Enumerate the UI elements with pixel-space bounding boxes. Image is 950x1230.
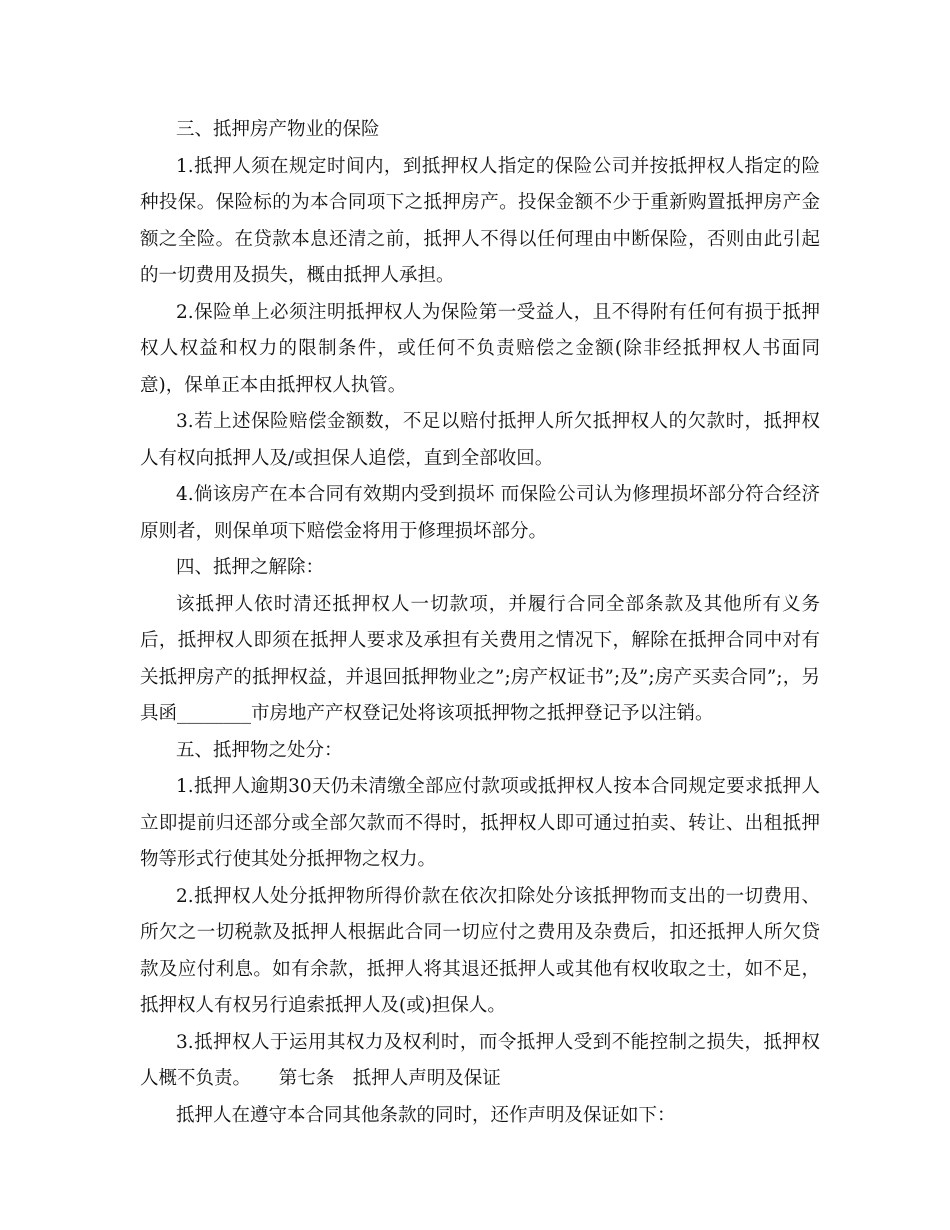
clause-insurance-3: 3.若上述保险赔偿金额数，不足以赔付抵押人所欠抵押权人的欠款时，抵押权人有权向抵押人及/或担保人追偿，直到全部收回。 — [140, 411, 820, 469]
clause-insurance-1: 1.抵押人须在规定时间内，到抵押权人指定的保险公司并按抵押权人指定的险种投保。保险标的为本合同项下之抵押房产。投保金额不少于重新购置抵押房产金额之全险。在贷款本息还清之前，抵押人不得以任何理由中断保险，否则由此引起的一切费用及损失，概由抵押人承担。 — [140, 155, 820, 286]
section-heading-insurance: 三、抵押房产物业的保险 — [176, 119, 380, 140]
clause-declaration-intro: 抵押人在遵守本合同其他条款的同时，还作声明及保证如下： — [176, 1104, 676, 1126]
clause-disposal-1: 1.抵押人逾期30天仍未清缴全部应付款项或抵押权人按本合同规定要求抵押人立即提前归还部分或全部欠款而不得时，抵押权人即可通过拍卖、转让、出租抵押物等形式行使其处分抵押物之权力。 — [140, 776, 820, 870]
section-heading-release: 四、抵押之解除： — [176, 557, 325, 578]
clause-disposal-3: 3.抵押权人于运用其权力及权利时，而令抵押人受到不能控制之损失，抵押权人概不负责。 第七条 抵押人声明及保证 — [140, 1031, 820, 1089]
clause-disposal-2: 2.抵押权人处分抵押物所得价款在依次扣除处分该抵押物而支出的一切费用、所欠之一切税款及抵押人根据此合同一切应付之费用及杂费后，扣还抵押人所欠贷款及应付利息。如有余款，抵押人将其退还抵押人或其他有权收取之士，如不足，抵押权人有权另行追索抵押人及(或)担保人。 — [140, 885, 820, 1016]
clause-insurance-4: 4.倘该房产在本合同有效期内受到损坏 而保险公司认为修理损坏部分符合经济原则者，则保单项下赔偿金将用于修理损坏部分。 — [140, 484, 820, 542]
clause-release: 该抵押人依时清还抵押权人一切款项，并履行合同全部条款及其他所有义务后，抵押权人即须在抵押人要求及承担有关费用之情况下，解除在抵押合同中对有关抵押房产的抵押权益，并退回抵押物业之”;房产权证书”;及”;房产买卖合同”;，另具函________市房地产产权登记处将该项抵押物之抵押登记予以注销。 — [140, 593, 820, 724]
clause-insurance-2: 2.保险单上必须注明抵押权人为保险第一受益人，且不得附有任何有损于抵押权人权益和权力的限制条件，或任何不负责赔偿之金额(除非经抵押权人书面同意)，保单正本由抵押权人执管。 — [140, 301, 820, 396]
section-heading-disposal: 五、抵押物之处分： — [176, 739, 343, 761]
